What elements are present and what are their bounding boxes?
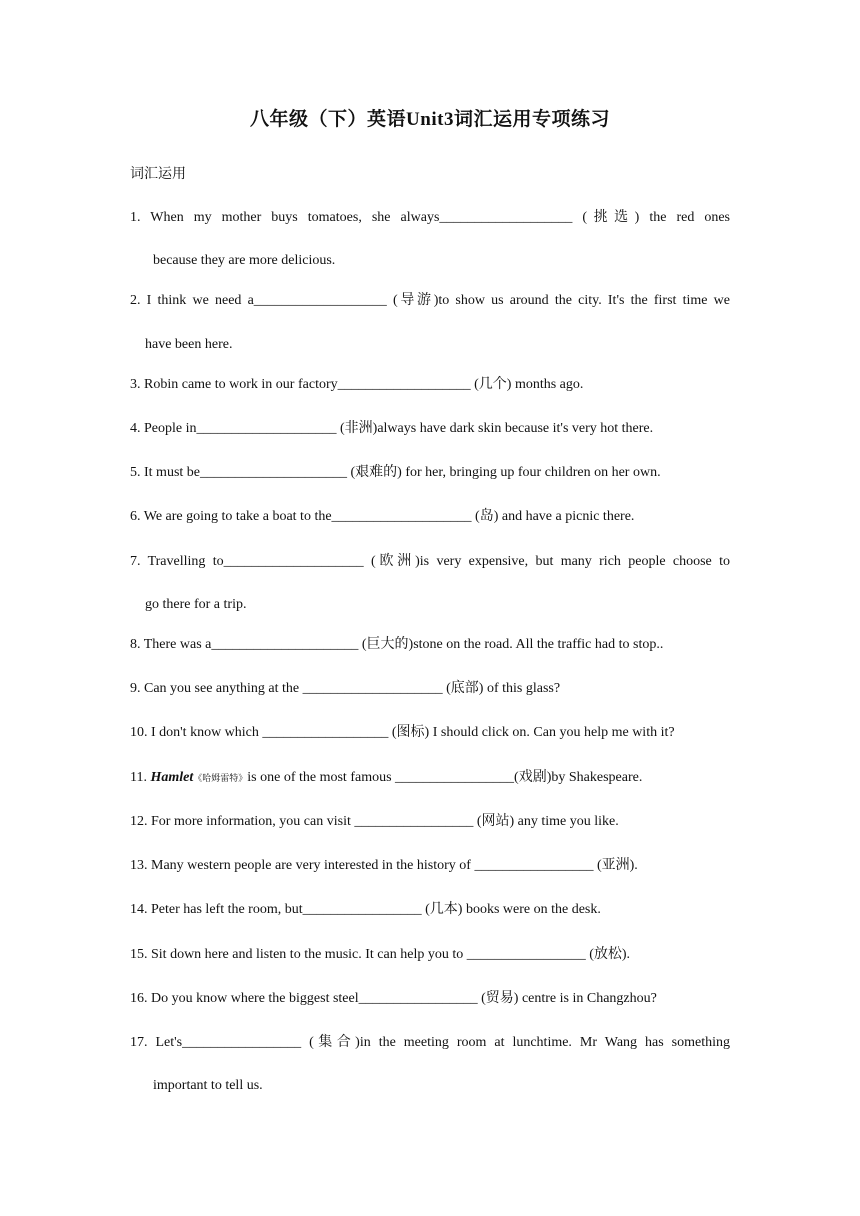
question-2-line-2: have been here. bbox=[145, 337, 233, 352]
question-11-text: is one of the most famous _________________(戏剧)by Shakespeare. bbox=[247, 770, 643, 785]
question-7-line-1: 7. Travelling to____________________ (欧洲)is very expensive, but many rich people choose to bbox=[130, 554, 730, 569]
question-11-chinese-title: 《哈姆雷特》 bbox=[193, 773, 248, 783]
question-5: 5. It must be_____________________ (艰难的) for her, bringing up four children on her own. bbox=[130, 465, 661, 480]
question-3: 3. Robin came to work in our factory___________________ (几个) months ago. bbox=[130, 377, 584, 392]
question-17-line-2: important to tell us. bbox=[153, 1078, 263, 1093]
question-10: 10. I don't know which __________________ (图标) I should click on. Can you help me with it? bbox=[130, 725, 675, 740]
question-12: 12. For more information, you can visit _________________ (网站) any time you like. bbox=[130, 814, 619, 829]
question-11 bbox=[130, 768, 730, 788]
question-17-line-1: 17. Let's_________________ (集合)in the meeting room at lunchtime. Mr Wang has something bbox=[130, 1035, 730, 1050]
question-11-number: 11. bbox=[130, 770, 151, 785]
question-4: 4. People in____________________ (非洲)always have dark skin because it's very hot there. bbox=[130, 421, 654, 436]
question-16: 16. Do you know where the biggest steel_________________ (贸易) centre is in Changzhou? bbox=[130, 991, 657, 1006]
question-2-line-1: 2. I think we need a___________________ (导游)to show us around the city. It's the first time we bbox=[130, 293, 730, 308]
question-15: 15. Sit down here and listen to the music. It can help you to _________________ (放松). bbox=[130, 947, 631, 962]
page-title: 八年级（下）英语Unit3词汇运用专项练习 bbox=[250, 109, 610, 130]
question-13: 13. Many western people are very interested in the history of _________________ (亚洲). bbox=[130, 858, 638, 873]
question-7-line-2: go there for a trip. bbox=[145, 597, 247, 612]
question-6: 6. We are going to take a boat to the____________________ (岛) and have a picnic there. bbox=[130, 509, 635, 524]
question-14: 14. Peter has left the room, but_________________ (几本) books were on the desk. bbox=[130, 902, 601, 917]
question-1-line-2: because they are more delicious. bbox=[153, 253, 336, 268]
section-heading: 词汇运用 bbox=[130, 167, 186, 182]
question-8: 8. There was a_____________________ (巨大的)stone on the road. All the traffic had to stop.. bbox=[130, 637, 664, 652]
question-1-line-1: 1. When my mother buys tomatoes, she always___________________ (挑选) the red ones bbox=[130, 210, 730, 225]
question-9: 9. Can you see anything at the ____________________ (底部) of this glass? bbox=[130, 681, 561, 696]
question-11-title: Hamlet bbox=[150, 770, 194, 785]
